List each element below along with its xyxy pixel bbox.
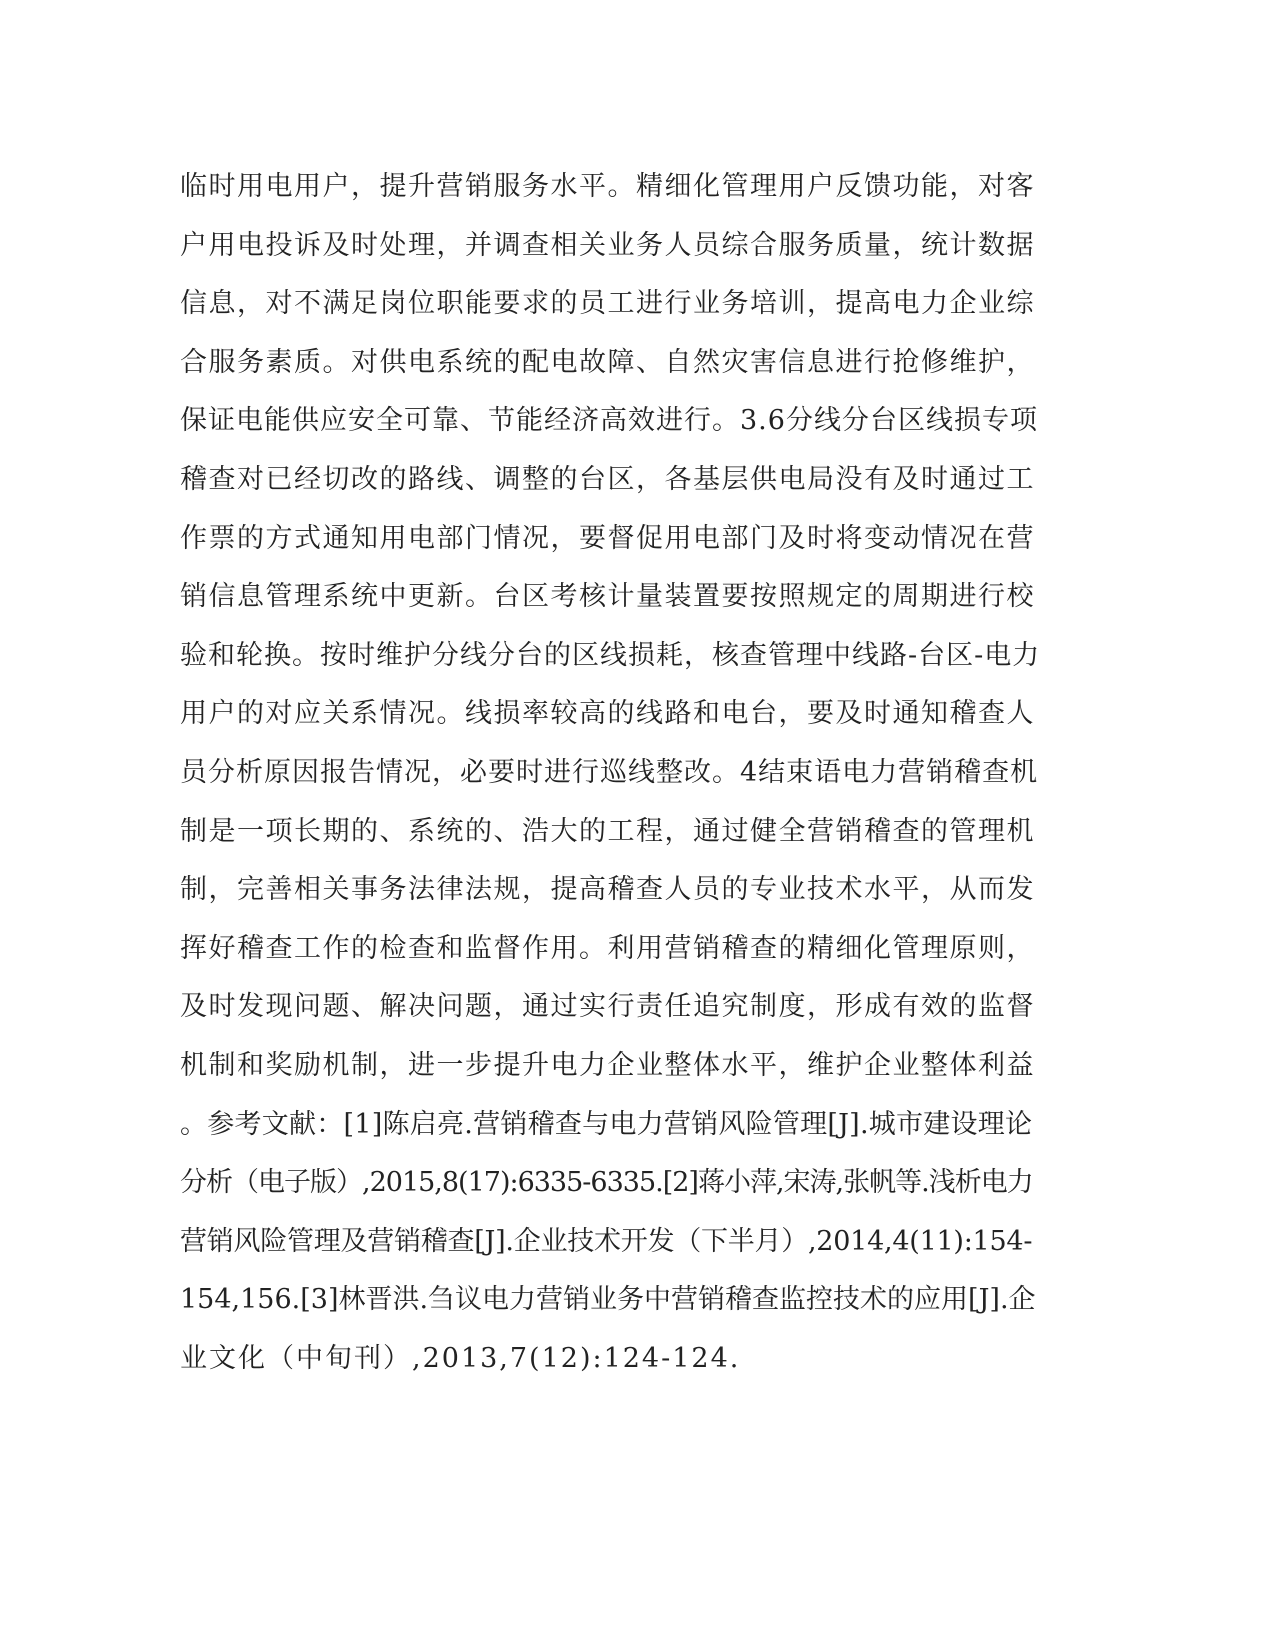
text-line: 机制和奖励机制，进一步提升电力企业整体水平，维护企业整体利益 bbox=[180, 1049, 1035, 1081]
text-line: 员分析原因报告情况，必要时进行巡线整改。4结束语电力营销稽查机 bbox=[180, 756, 1039, 788]
text-line: 销信息管理系统中更新。台区考核计量装置要按照规定的周期进行校 bbox=[180, 581, 1035, 613]
reference-line: 154,156.[3]林晋洪.刍议电力营销业务中营销稽查监控技术的应用[J].企 bbox=[180, 1284, 1036, 1316]
text-line: 制是一项长期的、系统的、浩大的工程，通过健全营销稽查的管理机 bbox=[180, 815, 1035, 847]
text-line: 验和轮换。按时维护分线分台的区线损耗，核查管理中线路-台区-电力 bbox=[180, 639, 1041, 671]
body-text bbox=[180, 158, 1040, 1388]
reference-line: 。参考文献：[1]陈启亮.营销稽查与电力营销风险管理[J].城市建设理论 bbox=[180, 1108, 1033, 1140]
reference-line: 业文化（中旬刊）,2013,7(12):124-124. bbox=[180, 1342, 741, 1374]
text-line: 作票的方式通知用电部门情况，要督促用电部门及时将变动情况在营 bbox=[180, 522, 1035, 554]
text-line: 保证电能供应安全可靠、节能经济高效进行。3.6分线分台区线损专项 bbox=[180, 405, 1038, 437]
reference-line: 营销风险管理及营销稽查[J].企业技术开发（下半月）,2014,4(11):154- bbox=[180, 1225, 1033, 1257]
text-line: 信息，对不满足岗位职能要求的员工进行业务培训，提高电力企业综 bbox=[180, 288, 1035, 320]
text-line: 及时发现问题、解决问题，通过实行责任追究制度，形成有效的监督 bbox=[180, 991, 1035, 1023]
text-line: 户用电投诉及时处理，并调查相关业务人员综合服务质量，统计数据 bbox=[180, 229, 1035, 261]
reference-line: 分析（电子版）,2015,8(17):6335-6335.[2]蒋小萍,宋涛,张帆等.浅析电力 bbox=[180, 1167, 1033, 1199]
text-line: 制，完善相关事务法律法规，提高稽查人员的专业技术水平，从而发 bbox=[180, 874, 1035, 906]
text-line: 挥好稽查工作的检查和监督作用。利用营销稽查的精细化管理原则， bbox=[180, 932, 1035, 964]
text-line: 合服务素质。对供电系统的配电故障、自然灾害信息进行抢修维护， bbox=[180, 346, 1035, 378]
text-line: 用户的对应关系情况。线损率较高的线路和电台，要及时通知稽查人 bbox=[180, 698, 1035, 730]
text-line: 稽查对已经切改的路线、调整的台区，各基层供电局没有及时通过工 bbox=[180, 463, 1035, 495]
text-line: 临时用电用户，提升营销服务水平。精细化管理用户反馈功能，对客 bbox=[180, 171, 1035, 202]
